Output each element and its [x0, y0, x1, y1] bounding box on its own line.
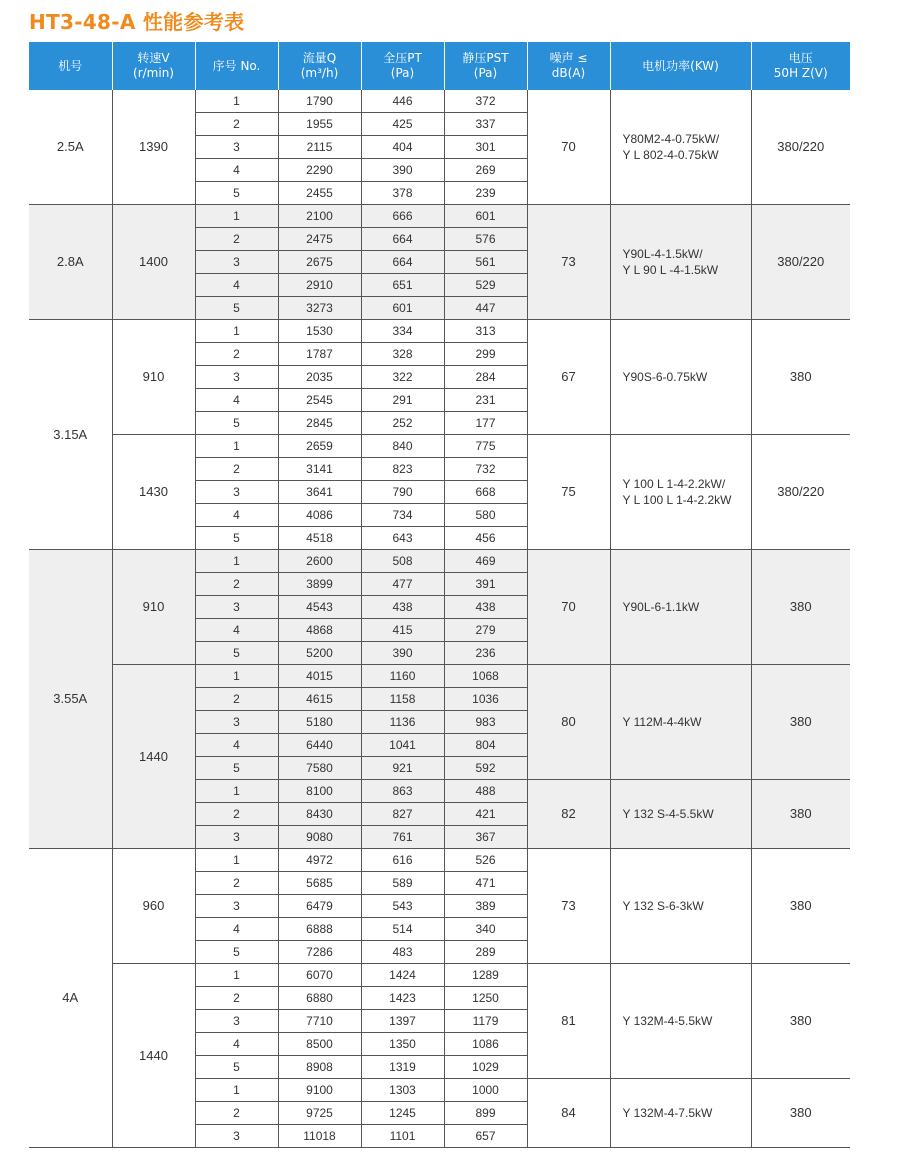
column-header [610, 42, 751, 90]
column-header-text: (r/min) [133, 66, 174, 80]
static-pressure-cell: 526 [444, 849, 527, 872]
table-row [29, 964, 850, 987]
flow-cell: 3141 [278, 458, 361, 481]
total-pressure-cell: 761 [361, 826, 444, 849]
column-header-text: (Pa) [390, 66, 415, 80]
static-pressure-cell: 488 [444, 780, 527, 803]
total-pressure-cell: 863 [361, 780, 444, 803]
flow-cell: 6070 [278, 964, 361, 987]
flow-cell: 4868 [278, 619, 361, 642]
column-header-text: 转速V [137, 51, 170, 65]
speed-cell: 1440 [112, 964, 195, 1148]
flow-cell: 1787 [278, 343, 361, 366]
static-pressure-cell: 668 [444, 481, 527, 504]
total-pressure-cell: 643 [361, 527, 444, 550]
motor-power-cell-line: Y 132 S-4-5.5kW [622, 807, 714, 821]
seq-cell: 1 [195, 665, 278, 688]
noise-cell: 80 [527, 665, 610, 780]
column-header [278, 42, 361, 90]
machine-no-cell: 3.15A [29, 320, 112, 550]
flow-cell: 1530 [278, 320, 361, 343]
total-pressure-cell: 477 [361, 573, 444, 596]
table-row [29, 205, 850, 228]
table-header-row [29, 42, 850, 90]
static-pressure-cell: 657 [444, 1125, 527, 1148]
flow-cell: 6479 [278, 895, 361, 918]
total-pressure-cell: 589 [361, 872, 444, 895]
column-header-text: (m³/h) [300, 66, 339, 80]
seq-cell: 3 [195, 1010, 278, 1033]
speed-cell: 960 [112, 849, 195, 964]
static-pressure-cell: 529 [444, 274, 527, 297]
static-pressure-cell: 1289 [444, 964, 527, 987]
seq-cell: 3 [195, 251, 278, 274]
total-pressure-cell: 508 [361, 550, 444, 573]
flow-cell: 8430 [278, 803, 361, 826]
flow-cell: 3641 [278, 481, 361, 504]
flow-cell: 1955 [278, 113, 361, 136]
static-pressure-cell: 561 [444, 251, 527, 274]
column-header-text: 序号 No. [212, 58, 261, 73]
total-pressure-cell: 328 [361, 343, 444, 366]
total-pressure-cell: 334 [361, 320, 444, 343]
flow-cell: 4086 [278, 504, 361, 527]
seq-cell: 3 [195, 826, 278, 849]
seq-cell: 5 [195, 642, 278, 665]
noise-cell: 73 [527, 205, 610, 320]
noise-cell: 70 [527, 550, 610, 665]
speed-cell: 1440 [112, 665, 195, 849]
performance-table [29, 42, 850, 1148]
motor-power-cell-line: Y90L-4-1.5kW/ [622, 247, 703, 261]
static-pressure-cell: 471 [444, 872, 527, 895]
motor-power-cell-line: Y L 802-4-0.75kW [622, 148, 719, 162]
seq-cell: 1 [195, 435, 278, 458]
table-row [29, 90, 850, 113]
motor-power-cell-line: Y80M2-4-0.75kW/ [622, 132, 720, 146]
flow-cell: 2100 [278, 205, 361, 228]
static-pressure-cell: 899 [444, 1102, 527, 1125]
seq-cell: 3 [195, 711, 278, 734]
flow-cell: 7710 [278, 1010, 361, 1033]
flow-cell: 6888 [278, 918, 361, 941]
motor-power-cell [610, 964, 751, 1079]
flow-cell: 2545 [278, 389, 361, 412]
total-pressure-cell: 790 [361, 481, 444, 504]
column-header [112, 42, 195, 90]
seq-cell: 5 [195, 941, 278, 964]
motor-power-cell-line: Y 112M-4-4kW [622, 715, 702, 729]
motor-power-cell-line: Y 132 S-6-3kW [622, 899, 704, 913]
flow-cell: 5200 [278, 642, 361, 665]
seq-cell: 4 [195, 389, 278, 412]
noise-cell: 70 [527, 90, 610, 205]
machine-no-cell: 2.5A [29, 90, 112, 205]
seq-cell: 1 [195, 964, 278, 987]
motor-power-cell-line: Y L 100 L 1-4-2.2kW [622, 493, 732, 507]
seq-cell: 3 [195, 136, 278, 159]
static-pressure-cell: 391 [444, 573, 527, 596]
total-pressure-cell: 1136 [361, 711, 444, 734]
seq-cell: 1 [195, 780, 278, 803]
column-header [195, 42, 278, 90]
static-pressure-cell: 804 [444, 734, 527, 757]
voltage-cell: 380/220 [751, 90, 850, 205]
seq-cell: 1 [195, 320, 278, 343]
static-pressure-cell: 1068 [444, 665, 527, 688]
voltage-cell: 380 [751, 780, 850, 849]
voltage-cell: 380 [751, 550, 850, 665]
total-pressure-cell: 378 [361, 182, 444, 205]
static-pressure-cell: 372 [444, 90, 527, 113]
seq-cell: 2 [195, 987, 278, 1010]
flow-cell: 9100 [278, 1079, 361, 1102]
machine-no-cell: 4A [29, 849, 112, 1148]
voltage-cell: 380/220 [751, 205, 850, 320]
static-pressure-cell: 1250 [444, 987, 527, 1010]
static-pressure-cell: 299 [444, 343, 527, 366]
seq-cell: 2 [195, 573, 278, 596]
flow-cell: 3899 [278, 573, 361, 596]
flow-cell: 4518 [278, 527, 361, 550]
seq-cell: 4 [195, 619, 278, 642]
column-header-text: 电压 [788, 51, 813, 65]
static-pressure-cell: 236 [444, 642, 527, 665]
seq-cell: 1 [195, 849, 278, 872]
static-pressure-cell: 337 [444, 113, 527, 136]
flow-cell: 4972 [278, 849, 361, 872]
total-pressure-cell: 1160 [361, 665, 444, 688]
column-header [527, 42, 610, 90]
seq-cell: 3 [195, 366, 278, 389]
flow-cell: 5180 [278, 711, 361, 734]
motor-power-cell-line: Y90S-6-0.75kW [622, 370, 708, 384]
total-pressure-cell: 734 [361, 504, 444, 527]
static-pressure-cell: 1000 [444, 1079, 527, 1102]
table-body [29, 90, 850, 1148]
motor-power-cell [610, 849, 751, 964]
total-pressure-cell: 616 [361, 849, 444, 872]
total-pressure-cell: 322 [361, 366, 444, 389]
total-pressure-cell: 840 [361, 435, 444, 458]
motor-power-cell [610, 780, 751, 849]
static-pressure-cell: 447 [444, 297, 527, 320]
motor-power-cell [610, 550, 751, 665]
seq-cell: 5 [195, 1056, 278, 1079]
total-pressure-cell: 404 [361, 136, 444, 159]
flow-cell: 7580 [278, 757, 361, 780]
flow-cell: 5685 [278, 872, 361, 895]
total-pressure-cell: 543 [361, 895, 444, 918]
total-pressure-cell: 664 [361, 251, 444, 274]
noise-cell: 81 [527, 964, 610, 1079]
table-row [29, 550, 850, 573]
voltage-cell: 380 [751, 964, 850, 1079]
total-pressure-cell: 1319 [361, 1056, 444, 1079]
seq-cell: 2 [195, 872, 278, 895]
total-pressure-cell: 425 [361, 113, 444, 136]
static-pressure-cell: 469 [444, 550, 527, 573]
total-pressure-cell: 446 [361, 90, 444, 113]
noise-cell: 75 [527, 435, 610, 550]
machine-no-cell: 2.8A [29, 205, 112, 320]
static-pressure-cell: 580 [444, 504, 527, 527]
motor-power-cell-line: Y 132M-4-5.5kW [622, 1014, 713, 1028]
static-pressure-cell: 732 [444, 458, 527, 481]
flow-cell: 8100 [278, 780, 361, 803]
total-pressure-cell: 666 [361, 205, 444, 228]
voltage-cell: 380 [751, 849, 850, 964]
seq-cell: 4 [195, 504, 278, 527]
total-pressure-cell: 1101 [361, 1125, 444, 1148]
motor-power-cell [610, 665, 751, 780]
static-pressure-cell: 438 [444, 596, 527, 619]
column-header-text: 全压PT [383, 51, 422, 65]
flow-cell: 9080 [278, 826, 361, 849]
static-pressure-cell: 601 [444, 205, 527, 228]
voltage-cell: 380 [751, 320, 850, 435]
seq-cell: 4 [195, 918, 278, 941]
speed-cell: 910 [112, 320, 195, 435]
static-pressure-cell: 289 [444, 941, 527, 964]
speed-cell: 1390 [112, 90, 195, 205]
column-header-text: 机号 [58, 58, 83, 73]
seq-cell: 5 [195, 527, 278, 550]
seq-cell: 3 [195, 596, 278, 619]
seq-cell: 2 [195, 228, 278, 251]
static-pressure-cell: 301 [444, 136, 527, 159]
noise-cell: 84 [527, 1079, 610, 1148]
total-pressure-cell: 483 [361, 941, 444, 964]
column-header-text: 电机功率(KW) [642, 58, 719, 73]
flow-cell: 4543 [278, 596, 361, 619]
flow-cell: 8908 [278, 1056, 361, 1079]
table-row [29, 849, 850, 872]
flow-cell: 2035 [278, 366, 361, 389]
seq-cell: 4 [195, 734, 278, 757]
voltage-cell: 380 [751, 665, 850, 780]
static-pressure-cell: 269 [444, 159, 527, 182]
seq-cell: 5 [195, 297, 278, 320]
motor-power-cell [610, 90, 751, 205]
flow-cell: 4015 [278, 665, 361, 688]
total-pressure-cell: 823 [361, 458, 444, 481]
column-header-text: (Pa) [473, 66, 498, 80]
motor-power-cell [610, 205, 751, 320]
flow-cell: 2659 [278, 435, 361, 458]
voltage-cell: 380 [751, 1079, 850, 1148]
motor-power-cell [610, 320, 751, 435]
noise-cell: 82 [527, 780, 610, 849]
static-pressure-cell: 775 [444, 435, 527, 458]
flow-cell: 2115 [278, 136, 361, 159]
speed-cell: 1400 [112, 205, 195, 320]
flow-cell: 2475 [278, 228, 361, 251]
flow-cell: 2600 [278, 550, 361, 573]
flow-cell: 7286 [278, 941, 361, 964]
static-pressure-cell: 239 [444, 182, 527, 205]
total-pressure-cell: 1423 [361, 987, 444, 1010]
total-pressure-cell: 1424 [361, 964, 444, 987]
seq-cell: 1 [195, 90, 278, 113]
static-pressure-cell: 231 [444, 389, 527, 412]
column-header [361, 42, 444, 90]
static-pressure-cell: 576 [444, 228, 527, 251]
motor-power-cell-line: Y90L-6-1.1kW [622, 600, 700, 614]
column-header-text: 50H Z(V) [773, 66, 828, 80]
static-pressure-cell: 421 [444, 803, 527, 826]
flow-cell: 11018 [278, 1125, 361, 1148]
page-title: HT3-48-A 性能参考表 [29, 10, 245, 34]
seq-cell: 5 [195, 182, 278, 205]
static-pressure-cell: 340 [444, 918, 527, 941]
flow-cell: 3273 [278, 297, 361, 320]
total-pressure-cell: 390 [361, 159, 444, 182]
static-pressure-cell: 1179 [444, 1010, 527, 1033]
total-pressure-cell: 1245 [361, 1102, 444, 1125]
speed-cell: 1430 [112, 435, 195, 550]
flow-cell: 6440 [278, 734, 361, 757]
seq-cell: 2 [195, 113, 278, 136]
total-pressure-cell: 1303 [361, 1079, 444, 1102]
column-header-text: 噪声 ≤ [549, 51, 588, 65]
total-pressure-cell: 1041 [361, 734, 444, 757]
seq-cell: 2 [195, 688, 278, 711]
column-header [29, 42, 112, 90]
total-pressure-cell: 827 [361, 803, 444, 826]
table-row [29, 665, 850, 688]
total-pressure-cell: 252 [361, 412, 444, 435]
seq-cell: 2 [195, 1102, 278, 1125]
total-pressure-cell: 438 [361, 596, 444, 619]
static-pressure-cell: 1086 [444, 1033, 527, 1056]
total-pressure-cell: 921 [361, 757, 444, 780]
seq-cell: 4 [195, 1033, 278, 1056]
static-pressure-cell: 313 [444, 320, 527, 343]
table-row [29, 320, 850, 343]
flow-cell: 8500 [278, 1033, 361, 1056]
static-pressure-cell: 177 [444, 412, 527, 435]
motor-power-cell-line: Y 100 L 1-4-2.2kW/ [622, 477, 726, 491]
total-pressure-cell: 1158 [361, 688, 444, 711]
column-header [751, 42, 850, 90]
flow-cell: 2455 [278, 182, 361, 205]
column-header-text: dB(A) [551, 66, 586, 80]
noise-cell: 73 [527, 849, 610, 964]
motor-power-cell-line: Y 132M-4-7.5kW [622, 1106, 713, 1120]
static-pressure-cell: 1036 [444, 688, 527, 711]
total-pressure-cell: 1350 [361, 1033, 444, 1056]
seq-cell: 1 [195, 550, 278, 573]
static-pressure-cell: 592 [444, 757, 527, 780]
seq-cell: 1 [195, 205, 278, 228]
seq-cell: 2 [195, 458, 278, 481]
column-header [444, 42, 527, 90]
flow-cell: 2910 [278, 274, 361, 297]
machine-no-cell: 3.55A [29, 550, 112, 849]
seq-cell: 2 [195, 803, 278, 826]
seq-cell: 3 [195, 1125, 278, 1148]
total-pressure-cell: 415 [361, 619, 444, 642]
total-pressure-cell: 291 [361, 389, 444, 412]
noise-cell: 67 [527, 320, 610, 435]
flow-cell: 1790 [278, 90, 361, 113]
seq-cell: 5 [195, 757, 278, 780]
flow-cell: 2675 [278, 251, 361, 274]
table-row [29, 435, 850, 458]
total-pressure-cell: 601 [361, 297, 444, 320]
total-pressure-cell: 651 [361, 274, 444, 297]
seq-cell: 4 [195, 159, 278, 182]
static-pressure-cell: 367 [444, 826, 527, 849]
column-header-text: 流量Q [302, 51, 337, 65]
static-pressure-cell: 284 [444, 366, 527, 389]
seq-cell: 3 [195, 895, 278, 918]
seq-cell: 1 [195, 1079, 278, 1102]
motor-power-cell [610, 1079, 751, 1148]
total-pressure-cell: 1397 [361, 1010, 444, 1033]
static-pressure-cell: 389 [444, 895, 527, 918]
seq-cell: 2 [195, 343, 278, 366]
flow-cell: 2290 [278, 159, 361, 182]
flow-cell: 4615 [278, 688, 361, 711]
total-pressure-cell: 664 [361, 228, 444, 251]
speed-cell: 910 [112, 550, 195, 665]
static-pressure-cell: 279 [444, 619, 527, 642]
flow-cell: 6880 [278, 987, 361, 1010]
motor-power-cell [610, 435, 751, 550]
seq-cell: 5 [195, 412, 278, 435]
flow-cell: 2845 [278, 412, 361, 435]
static-pressure-cell: 983 [444, 711, 527, 734]
seq-cell: 4 [195, 274, 278, 297]
total-pressure-cell: 390 [361, 642, 444, 665]
static-pressure-cell: 1029 [444, 1056, 527, 1079]
motor-power-cell-line: Y L 90 L -4-1.5kW [622, 263, 719, 277]
column-header-text: 静压PST [462, 51, 509, 65]
flow-cell: 9725 [278, 1102, 361, 1125]
seq-cell: 3 [195, 481, 278, 504]
total-pressure-cell: 514 [361, 918, 444, 941]
static-pressure-cell: 456 [444, 527, 527, 550]
voltage-cell: 380/220 [751, 435, 850, 550]
